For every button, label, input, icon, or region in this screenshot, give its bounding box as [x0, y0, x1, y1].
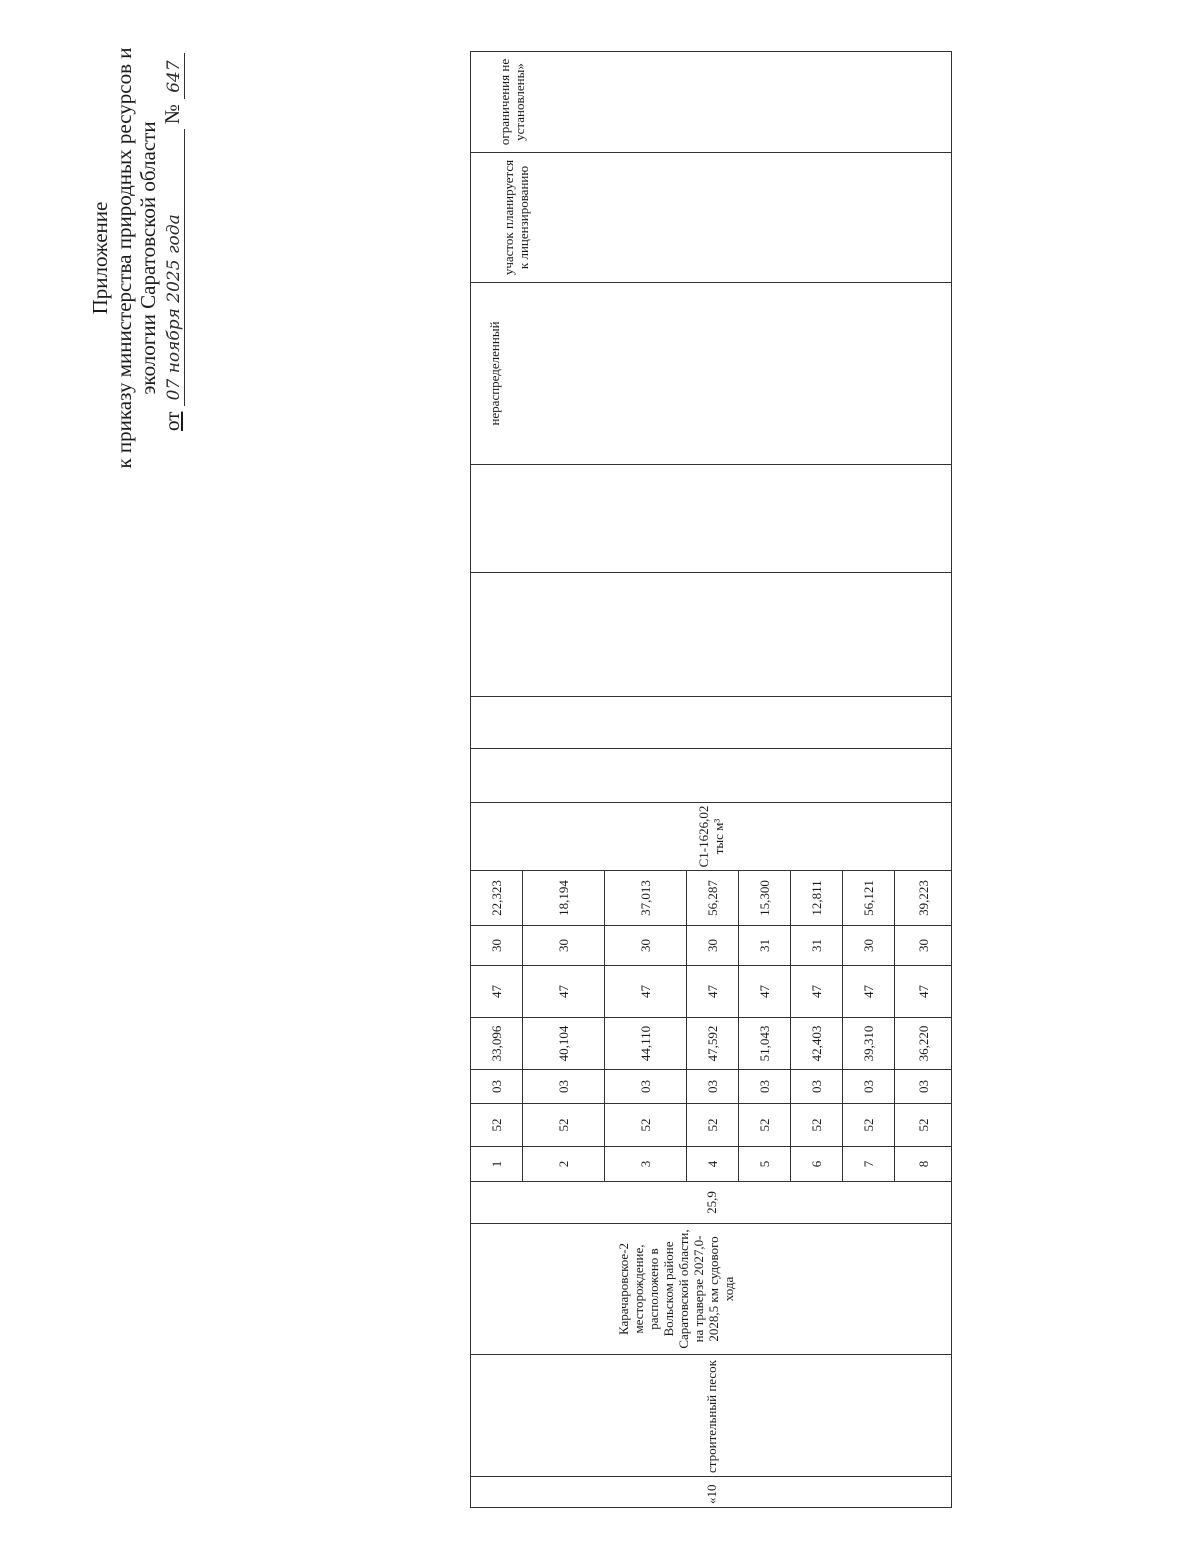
appendix-line-1: к приказу министерства природных ресурсов и: [112, 47, 136, 469]
deposit-description: Карачаровское-2 месторождение, расположено в Вольском районе Саратовской области, на траверзе 2027,0-2028,5 км судового хода: [471, 1224, 952, 1355]
latitude-seconds: 51,043: [739, 1018, 791, 1070]
longitude-minutes: 30: [605, 926, 687, 966]
latitude-degrees: 52: [791, 1104, 843, 1147]
area-value: 25,9: [471, 1182, 952, 1224]
point-number: 4: [687, 1147, 739, 1182]
appendix-header: [88, 23, 185, 493]
empty-cell: [471, 749, 952, 803]
longitude-degrees: 47: [739, 966, 791, 1018]
empty-cell: [471, 697, 952, 749]
order-number: 647: [164, 53, 185, 99]
point-number: 1: [471, 1147, 523, 1182]
longitude-degrees: 47: [471, 966, 523, 1018]
point-number: 5: [739, 1147, 791, 1182]
licensing-plan: участок планируется к лицензированию: [471, 153, 952, 283]
longitude-minutes: 30: [471, 926, 523, 966]
longitude-minutes: 30: [895, 926, 952, 966]
latitude-minutes: 03: [739, 1070, 791, 1104]
longitude-seconds: 18,194: [523, 871, 605, 926]
latitude-seconds: 40,104: [523, 1018, 605, 1070]
longitude-seconds: 12,811: [791, 871, 843, 926]
longitude-minutes: 31: [739, 926, 791, 966]
longitude-seconds: 39,223: [895, 871, 952, 926]
longitude-degrees: 47: [605, 966, 687, 1018]
subsoil-status: нераспределенный: [471, 283, 952, 465]
longitude-degrees: 47: [791, 966, 843, 1018]
latitude-degrees: 52: [523, 1104, 605, 1147]
latitude-minutes: 03: [523, 1070, 605, 1104]
latitude-seconds: 42,403: [791, 1018, 843, 1070]
order-date: 07 ноября 2025 года: [164, 129, 185, 406]
latitude-seconds: 33,096: [471, 1018, 523, 1070]
order-prefix: от: [160, 411, 184, 431]
appendix-title: Приложение: [88, 201, 112, 315]
longitude-degrees: 47: [523, 966, 605, 1018]
point-number: 2: [523, 1147, 605, 1182]
point-number: 8: [895, 1147, 952, 1182]
longitude-degrees: 47: [687, 966, 739, 1018]
latitude-degrees: 52: [605, 1104, 687, 1147]
latitude-seconds: 39,310: [843, 1018, 895, 1070]
latitude-seconds: 36,220: [895, 1018, 952, 1070]
latitude-minutes: 03: [471, 1070, 523, 1104]
longitude-minutes: 30: [843, 926, 895, 966]
deposit-table-body: [471, 52, 952, 1508]
latitude-minutes: 03: [843, 1070, 895, 1104]
empty-cell: [471, 573, 952, 697]
longitude-minutes: 31: [791, 926, 843, 966]
latitude-minutes: 03: [791, 1070, 843, 1104]
latitude-degrees: 52: [895, 1104, 952, 1147]
longitude-seconds: 22,323: [471, 871, 523, 926]
latitude-minutes: 03: [605, 1070, 687, 1104]
latitude-degrees: 52: [843, 1104, 895, 1147]
longitude-seconds: 37,013: [605, 871, 687, 926]
latitude-degrees: 52: [471, 1104, 523, 1147]
latitude-degrees: 52: [687, 1104, 739, 1147]
longitude-seconds: 15,300: [739, 871, 791, 926]
latitude-degrees: 52: [739, 1104, 791, 1147]
latitude-minutes: 03: [895, 1070, 952, 1104]
appendix-line-2: экологии Саратовской области: [136, 121, 160, 395]
point-number: 6: [791, 1147, 843, 1182]
point-number: 7: [843, 1147, 895, 1182]
deposit-table: [470, 51, 952, 1508]
table-row: [471, 52, 523, 1508]
mineral-type: строительный песок: [471, 1355, 952, 1477]
latitude-seconds: 44,110: [605, 1018, 687, 1070]
longitude-minutes: 30: [687, 926, 739, 966]
order-number-label: №: [160, 104, 184, 125]
empty-cell: [471, 465, 952, 573]
point-number: 3: [605, 1147, 687, 1182]
restrictions: ограничения не установлены»: [471, 52, 952, 153]
longitude-minutes: 30: [523, 926, 605, 966]
latitude-minutes: 03: [687, 1070, 739, 1104]
longitude-degrees: 47: [843, 966, 895, 1018]
order-reference: [160, 23, 185, 431]
longitude-seconds: 56,287: [687, 871, 739, 926]
row-number: «10: [471, 1477, 952, 1508]
latitude-seconds: 47,592: [687, 1018, 739, 1070]
longitude-degrees: 47: [895, 966, 952, 1018]
longitude-seconds: 56,121: [843, 871, 895, 926]
reserves-value: С1-1626,02 тыс м³: [471, 803, 952, 871]
